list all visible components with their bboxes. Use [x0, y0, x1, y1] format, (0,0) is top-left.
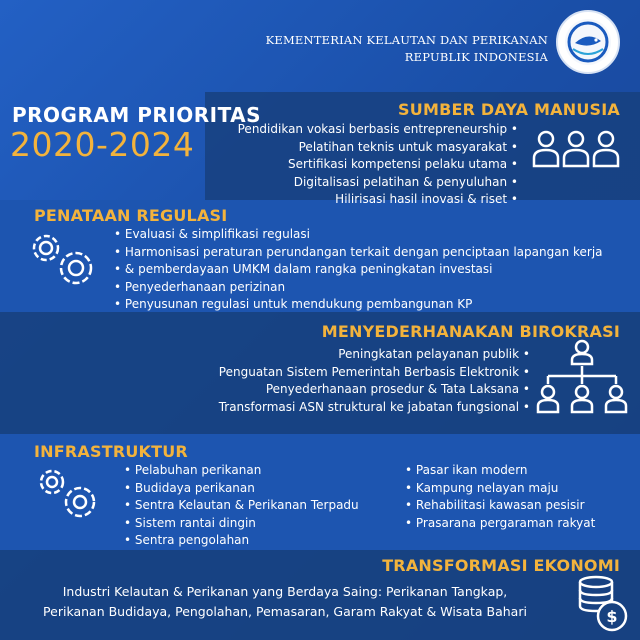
- ministry-line-1: KEMENTERIAN KELAUTAN DAN PERIKANAN: [265, 33, 548, 47]
- section-title-birokrasi: MENYEDERHANAKAN BIROKRASI: [321, 322, 620, 341]
- list-item: Penyederhanaan prosedur & Tata Laksana •: [219, 381, 530, 399]
- list-item: • Sentra pengolahan: [124, 532, 359, 550]
- list-item: • Sistem rantai dingin: [124, 515, 359, 533]
- section-title-sdm: SUMBER DAYA MANUSIA: [398, 100, 620, 119]
- sdm-list: [238, 121, 518, 209]
- infrastruktur-list-left: [124, 462, 359, 550]
- section-title-infrastruktur: INFRASTRUKTUR: [34, 442, 188, 461]
- regulasi-list: [114, 226, 603, 314]
- continuation-text: & pemberdayaan UMKM dalam rangka peningkatan investasi: [124, 262, 493, 277]
- list-item: Pelatihan teknis untuk masyarakat •: [238, 139, 518, 157]
- list-item: • Harmonisasi peraturan perundangan terkait dengan penciptaan lapangan kerja: [114, 244, 603, 262]
- org-chart-icon: [536, 338, 628, 422]
- section-title-regulasi: PENATAAN REGULASI: [34, 206, 228, 225]
- list-item: • Sentra Kelautan & Perikanan Terpadu: [124, 497, 359, 515]
- ekonomi-description: [0, 582, 570, 622]
- ministry-name: [266, 32, 548, 66]
- ekonomi-line-2: Perikanan Budidaya, Pengolahan, Pemasaran, Garam Rakyat & Wisata Bahari: [43, 604, 527, 619]
- ministry-line-2: REPUBLIK INDONESIA: [404, 50, 548, 64]
- list-item: • Pelabuhan perikanan: [124, 462, 359, 480]
- gears-icon: [30, 462, 110, 526]
- people-icon: [530, 128, 622, 172]
- list-item: Peningkatan pelayanan publik •: [219, 346, 530, 364]
- list-item: Hilirisasi hasil inovasi & riset •: [238, 191, 518, 209]
- list-item: Digitalisasi pelatihan & penyuluhan •: [238, 174, 518, 192]
- list-item: • Evaluasi & simplifikasi regulasi: [114, 226, 603, 244]
- list-item: Sertifikasi kompetensi pelaku utama •: [238, 156, 518, 174]
- list-item: • Penyederhanaan perizinan: [114, 279, 603, 297]
- list-item: Penguatan Sistem Pemerintah Berbasis Elektronik •: [219, 364, 530, 382]
- list-item: • Rehabilitasi kawasan pesisir: [405, 497, 595, 515]
- infrastruktur-list-right: [405, 462, 595, 532]
- section-title-ekonomi: TRANSFORMASI EKONOMI: [382, 556, 620, 575]
- birokrasi-list: [219, 346, 530, 416]
- list-item: • Kampung nelayan maju: [405, 480, 595, 498]
- ekonomi-line-1: Industri Kelautan & Perikanan yang Berdaya Saing: Perikanan Tangkap,: [62, 584, 508, 599]
- list-item: • Budidaya perikanan: [124, 480, 359, 498]
- program-years: 2020-2024: [10, 125, 195, 164]
- logo-inner: [565, 19, 611, 65]
- fish-emblem-icon: [565, 19, 611, 65]
- list-item: Transformasi ASN struktural ke jabatan fungsional •: [219, 399, 530, 417]
- list-item: • Pasar ikan modern: [405, 462, 595, 480]
- list-item-continuation: [114, 261, 603, 279]
- gears-icon: [22, 226, 102, 290]
- coins-dollar-icon: [572, 574, 630, 634]
- list-item: • Penyusunan regulasi untuk mendukung pembangunan KP: [114, 296, 603, 314]
- program-title: PROGRAM PRIORITAS: [12, 103, 262, 127]
- list-item: • Prasarana pergaraman rakyat: [405, 515, 595, 533]
- svg-text:$: $: [606, 607, 618, 626]
- list-item: Pendidikan vokasi berbasis entrepreneurship •: [238, 121, 518, 139]
- ministry-logo: [556, 10, 620, 74]
